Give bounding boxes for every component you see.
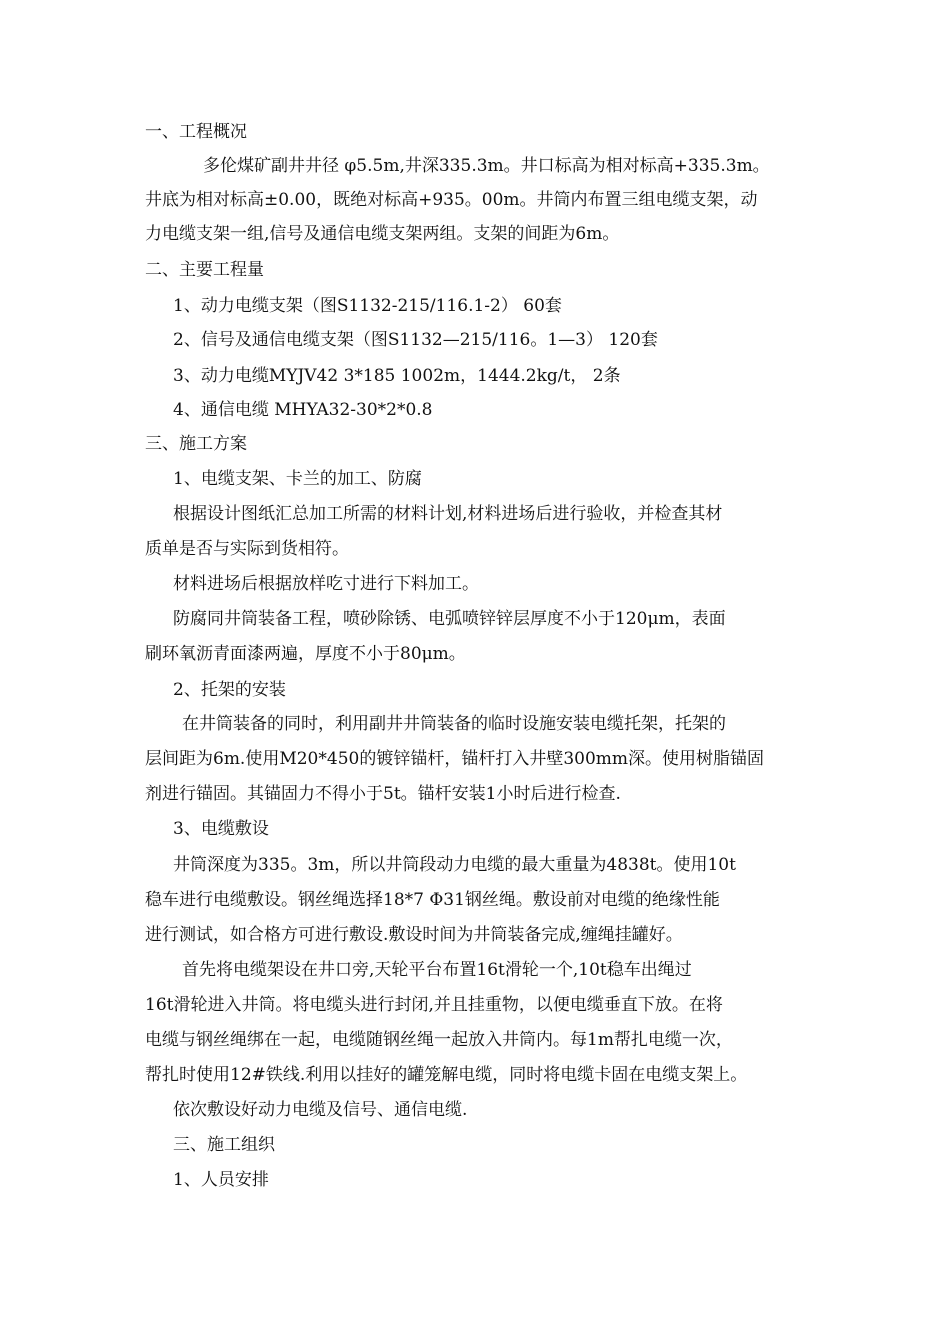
list-item: 3、动力电缆MYJV42 3*185 1002m，1444.2kg/t， 2条	[173, 366, 621, 386]
paragraph-line: 井底为相对标高±0.00，既绝对标高+935。00m。井筒内布置三组电缆支架，动	[145, 190, 758, 210]
paragraph-line: 井筒深度为335。3m，所以井筒段动力电缆的最大重量为4838t。使用10t	[173, 855, 736, 875]
paragraph-line: 电缆与钢丝绳绑在一起，电缆随钢丝绳一起放入井筒内。每1m帮扎电缆一次，	[145, 1030, 733, 1050]
section-heading-plan: 三、施工方案	[145, 434, 247, 454]
section-heading-overview: 一、工程概况	[145, 122, 247, 142]
paragraph-line: 质单是否与实际到货相符。	[145, 539, 349, 559]
paragraph-line: 在井筒装备的同时，利用副井井筒装备的临时设施安装电缆托架，托架的	[182, 714, 726, 734]
section-heading-organization: 三、施工组织	[173, 1135, 275, 1155]
subsection-heading: 1、人员安排	[173, 1170, 269, 1190]
paragraph-line: 剂进行锚固。其锚固力不得小于5t。锚杆安装1小时后进行检查.	[145, 784, 621, 804]
paragraph-line: 防腐同井筒装备工程，喷砂除锈、电弧喷锌锌层厚度不小于120μm，表面	[173, 609, 726, 629]
list-item: 2、信号及通信电缆支架（图S1132—215/116。1—3） 120套	[173, 330, 658, 350]
paragraph-line: 帮扎时使用12#铁线.利用以挂好的罐笼解电缆，同时将电缆卡固在电缆支架上。	[145, 1065, 748, 1085]
section-heading-quantities: 二、主要工程量	[145, 260, 264, 280]
paragraph-line: 多伦煤矿副井井径 φ5.5m,井深335.3m。井口标高为相对标高+335.3m。	[203, 156, 770, 176]
subsection-heading: 3、电缆敷设	[173, 819, 269, 839]
paragraph-line: 稳车进行电缆敷设。钢丝绳选择18*7 Φ31钢丝绳。敷设前对电缆的绝缘性能	[145, 890, 720, 910]
subsection-heading: 2、托架的安装	[173, 680, 286, 700]
paragraph-line: 首先将电缆架设在井口旁,天轮平台布置16t滑轮一个,10t稳车出绳过	[182, 960, 692, 980]
paragraph-line: 层间距为6m.使用M20*450的镀锌锚杆，锚杆打入井壁300mm深。使用树脂锚固	[145, 749, 765, 769]
paragraph-line: 材料进场后根据放样吃寸进行下料加工。	[173, 574, 479, 594]
paragraph-line: 16t滑轮进入井筒。将电缆头进行封闭,并且挂重物，以便电缆垂直下放。在将	[145, 995, 723, 1015]
list-item: 1、动力电缆支架（图S1132-215/116.1-2） 60套	[173, 296, 562, 316]
subsection-heading: 1、电缆支架、卡兰的加工、防腐	[173, 469, 422, 489]
paragraph-line: 力电缆支架一组,信号及通信电缆支架两组。支架的间距为6m。	[145, 224, 620, 244]
paragraph-line: 进行测试，如合格方可进行敷设.敷设时间为井筒装备完成,缠绳挂罐好。	[145, 925, 683, 945]
paragraph-line: 刷环氧沥青面漆两遍，厚度不小于80μm。	[145, 644, 466, 664]
paragraph-line: 依次敷设好动力电缆及信号、通信电缆.	[173, 1100, 468, 1120]
list-item: 4、通信电缆 MHYA32-30*2*0.8	[173, 400, 433, 420]
paragraph-line: 根据设计图纸汇总加工所需的材料计划,材料进场后进行验收，并检查其材	[173, 504, 723, 524]
